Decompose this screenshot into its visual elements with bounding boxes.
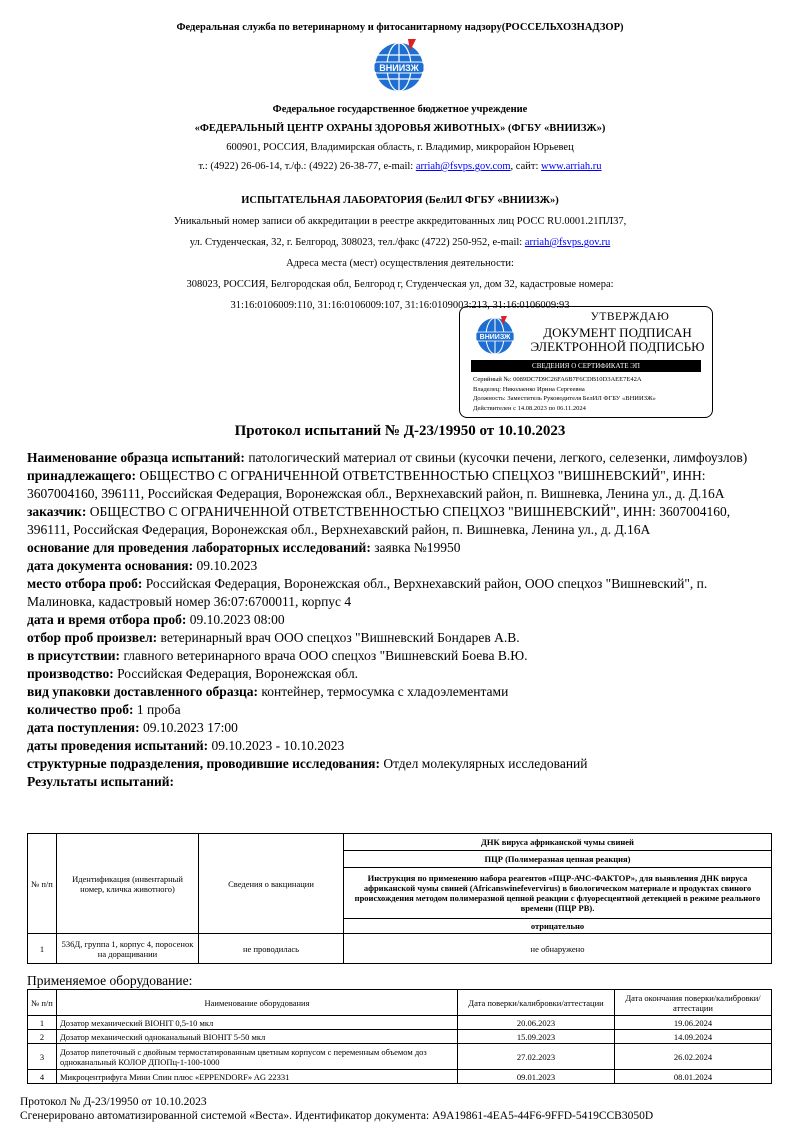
- info-label: отбор проб произвел:: [27, 630, 158, 645]
- info-value: контейнер, термосумка с хладоэлементами: [258, 684, 509, 699]
- footer-generated: Сгенерировано автоматизированной системой «Веста». Идентификатор документа: A9A19861-4EA5-44F6-9FFD-5419CCB3050D: [20, 1110, 654, 1122]
- info-label: место отбора проб:: [27, 576, 143, 591]
- equipment-table: [27, 989, 772, 1084]
- lab-email-link[interactable]: arriah@fsvps.gov.ru: [524, 237, 611, 248]
- info-label: вид упаковки доставленного образца:: [27, 684, 259, 699]
- info-value: ОБЩЕСТВО С ОГРАНИЧЕННОЙ ОТВЕТСТВЕННОСТЬЮ СПЕЦХОЗ "ВИШНЕВСКИЙ", ИНН: 3607004160, 396111, Российская Федерация, Воронежская обл., Верхнехавский район, п. Вишневка, Ленина ул., д. Д.16А: [27, 468, 725, 501]
- org-block: [0, 100, 800, 176]
- stamp-approve: УТВЕРЖДАЮ: [590, 311, 670, 323]
- protocol-title: Протокол испытаний № Д-23/19950 от 10.10.2023: [234, 423, 566, 439]
- info-line: [27, 575, 772, 611]
- info-label: принадлежащего:: [27, 468, 136, 483]
- col-id: Идентификация (инвентарный номер, кличка животного): [57, 834, 199, 934]
- org-contacts: т.: (4922) 26-06-14, т./ф.: (4922) 26-38-77, e-mail: arriah@fsvps.gov.com, сайт: www.arriah.ru: [198, 161, 602, 172]
- info-value: 09.10.2023 - 10.10.2023: [208, 738, 345, 753]
- info-label: производство:: [27, 666, 114, 681]
- eq-col-name: Наименование оборудования: [57, 990, 458, 1016]
- lab-block: [0, 190, 800, 316]
- info-value: ветеринарный врач ООО спецхоз "Вишневский Бондарев А.В.: [157, 630, 520, 645]
- info-value: 09.10.2023: [193, 558, 258, 573]
- table-row: 1 Дозатор механический BIOHIT 0,5-10 мкл 20.06.2023 19.06.2024: [28, 1016, 772, 1030]
- info-line: [27, 755, 772, 773]
- table-row: 4 Микроцентрифуга Мини Спин плюс «EPPENDORF» AG 22331 09.01.2023 08.01.2024: [28, 1070, 772, 1084]
- info-label: дата и время отбора проб:: [27, 612, 187, 627]
- info-label: количество проб:: [27, 702, 134, 717]
- stamp-signed: ДОКУМЕНТ ПОДПИСАН ЭЛЕКТРОННОЙ ПОДПИСЬЮ: [530, 325, 705, 354]
- table-row: 2 Дозатор механический одноканальный BIOHIT 5-50 мкл 15.09.2023 14.09.2024: [28, 1030, 772, 1044]
- info-line: [27, 719, 772, 737]
- info-label: Наименование образца испытаний:: [27, 450, 245, 465]
- vniizzh-logo: [364, 37, 434, 97]
- info-line: [27, 557, 772, 575]
- svg-text:ВНИИЗЖ: ВНИИЗЖ: [479, 334, 511, 341]
- info-label: Результаты испытаний:: [27, 774, 175, 789]
- info-value: Отдел молекулярных исследований: [379, 756, 588, 771]
- lab-address: ул. Студенческая, 32, г. Белгород, 308023, тел./факс (4722) 250-952, e-mail: arriah@fsvps.gov.ru: [189, 237, 611, 248]
- eq-col-date: Дата поверки/калибровки/аттестации: [458, 990, 615, 1016]
- footer-protocol: Протокол № Д-23/19950 от 10.10.2023: [20, 1096, 207, 1108]
- info-value: 1 проба: [133, 702, 181, 717]
- info-line: [27, 611, 772, 629]
- info-value: патологический материал от свиньи (кусочки печени, легкого, селезенки, лимфоузлов): [244, 450, 748, 465]
- lab-places-line1: 308023, РОССИЯ, Белгородская обл, Белгород г, Студенческая ул, дом 32, кадастровые номера:: [186, 279, 614, 290]
- eq-col-end: Дата окончания поверки/калибровки/аттестации: [615, 990, 772, 1016]
- info-value: ОБЩЕСТВО С ОГРАНИЧЕННОЙ ОТВЕТСТВЕННОСТЬЮ СПЕЦХОЗ "ВИШНЕВСКИЙ", ИНН: 3607004160, 396111, Российская Федерация, Воронежская обл., Верхнехавский район, п. Вишневка, Ленина ул., д. Д.16А: [27, 504, 731, 537]
- lab-name: ИСПЫТАТЕЛЬНАЯ ЛАБОРАТОРИЯ (БелИЛ ФГБУ «ВНИИЗЖ»): [241, 195, 559, 206]
- info-line: [27, 737, 772, 755]
- footer: [20, 1095, 653, 1123]
- svg-text:ВНИИЗЖ: ВНИИЗЖ: [379, 63, 419, 73]
- lab-accreditation: Уникальный номер записи об аккредитации в реестре аккредитованных лиц РОСС RU.0001.21ПЛ37,: [173, 216, 627, 227]
- org-type: Федеральное государственное бюджетное учреждение: [272, 104, 528, 115]
- info-line: [27, 701, 772, 719]
- info-line: [27, 773, 772, 791]
- info-label: основание для проведения лабораторных исследований:: [27, 540, 371, 555]
- info-label: дата поступления:: [27, 720, 140, 735]
- info-line: [27, 629, 772, 647]
- info-line: [27, 683, 772, 701]
- info-value: Российская Федерация, Воронежская обл.: [113, 666, 359, 681]
- header-target: ДНК вируса африканской чумы свиней: [344, 834, 772, 851]
- agency-header: Федеральная служба по ветеринарному и фитосанитарному надзору(РОССЕЛЬХОЗНАДЗОР): [176, 22, 624, 33]
- org-address: 600901, РОССИЯ, Владимирская область, г. Владимир, микрорайон Юрьевец: [226, 142, 574, 153]
- eq-col-no: № п/п: [28, 990, 57, 1016]
- table-row: 3 Дозатор пипеточный с двойным термостатированным цветным корпусом с переменным объемом доз одноканальный КОЛОР ДПОПц-1-100-1000 27.02.2023 26.02.2024: [28, 1044, 772, 1070]
- org-email-link[interactable]: arriah@fsvps.gov.com: [415, 161, 511, 172]
- header-norm: отрицательно: [344, 919, 772, 934]
- col-vacc: Сведения о вакцинации: [199, 834, 344, 934]
- header-method: ПЦР (Полимеразная цепная реакция): [344, 851, 772, 868]
- info-value: заявка №19950: [370, 540, 461, 555]
- stamp-logo: [472, 315, 518, 357]
- info-value: главного ветеринарного врача ООО спецхоз "Вишневский Боева В.Ю.: [120, 648, 528, 663]
- info-label: в присутствии:: [27, 648, 121, 663]
- info-line: [27, 665, 772, 683]
- info-value: Российская Федерация, Воронежская обл., Верхнехавский район, ООО спецхоз "Вишневский", п. Малиновка, кадастровый номер 36:07:6700011, корпус 4: [27, 576, 708, 609]
- lab-places-line2: 31:16:0106009:110, 31:16:0106009:107, 31:16:0109003:213, 31:16:0106009:93: [230, 300, 570, 311]
- stamp-cert-bar: СВЕДЕНИЯ О СЕРТИФИКАТЕ ЭП: [471, 360, 701, 372]
- info-label: дата документа основания:: [27, 558, 194, 573]
- e-signature-stamp: [459, 306, 713, 418]
- info-line: [27, 503, 772, 539]
- info-line: [27, 539, 772, 557]
- info-label: структурные подразделения, проводившие исследования:: [27, 756, 380, 771]
- info-label: даты проведения испытаний:: [27, 738, 209, 753]
- lab-places-title: Адреса места (мест) осуществления деятельности:: [286, 258, 514, 269]
- info-label: заказчик:: [27, 504, 87, 519]
- info-line: [27, 647, 772, 665]
- sample-info: [27, 449, 772, 791]
- stamp-details: Серийный №: 0089DC7D9C26FA6B7F6CDB10D3AEE7E42A Владелец: Николаенко Ирина Сергеевна Должность: Заместитель Руководителя БелИЛ ФГБУ «ВНИИЗЖ» Действителен с 14.08.2023 по 06.11.2024: [473, 376, 656, 412]
- col-no: № п/п: [28, 834, 57, 934]
- org-site-link[interactable]: www.arriah.ru: [541, 161, 602, 172]
- table-row: 1 536Д, группа 1, корпус 4, поросенок на доращивании не проводилась не обнаружено: [28, 934, 772, 964]
- header-instruction: Инструкция по применению набора реагентов «ПЦР-АЧС-ФАКТОР», для выявления ДНК вируса африканской чумы свиней (Africanswinefevervirus) в биологическом материале и продуктах свиного происхождения методом полимеразной цепной реакции с флуоресцентной детекцией в режиме реального времени (ПЦР РВ).: [344, 868, 772, 919]
- equipment-label: Применяемое оборудование:: [27, 973, 193, 988]
- org-name: «ФЕДЕРАЛЬНЫЙ ЦЕНТР ОХРАНЫ ЗДОРОВЬЯ ЖИВОТНЫХ» (ФГБУ «ВНИИЗЖ»): [194, 123, 606, 134]
- info-value: 09.10.2023 08:00: [186, 612, 285, 627]
- info-line: [27, 449, 772, 467]
- info-line: [27, 467, 772, 503]
- results-table: [27, 833, 772, 964]
- info-value: 09.10.2023 17:00: [139, 720, 238, 735]
